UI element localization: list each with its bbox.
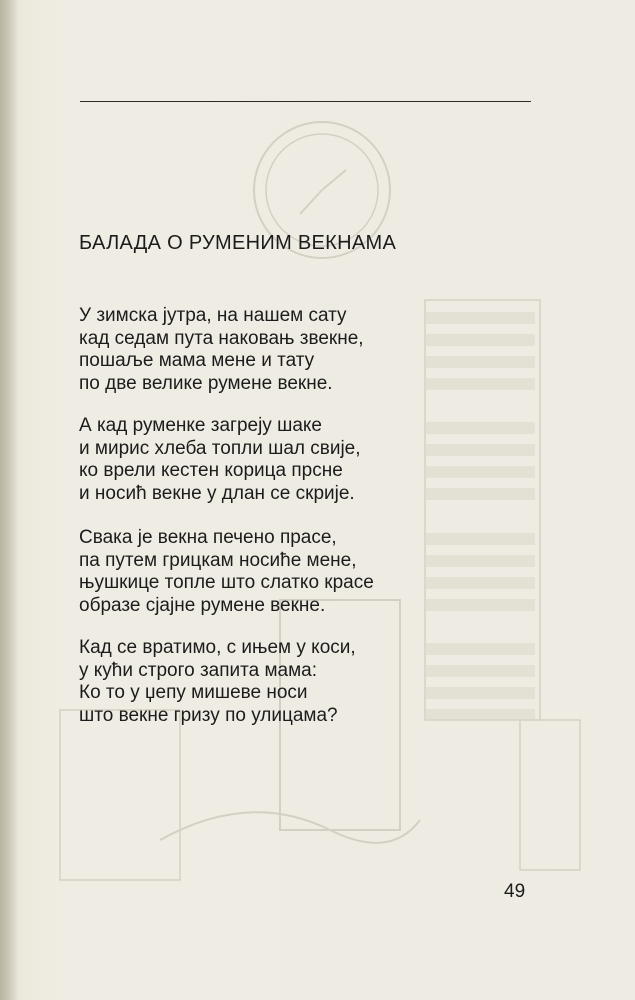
- verse-line: па путем грицкам носиће мене,: [79, 549, 357, 571]
- page-number: 49: [504, 881, 526, 902]
- stanza-1: [79, 305, 364, 395]
- verse-line: што векне гризу по улицама?: [79, 704, 338, 726]
- verse-line: кад седам пута наковањ звекне,: [79, 327, 364, 349]
- verse-line: ко врели кестен корица прсне: [79, 460, 343, 482]
- stanza-4: [79, 637, 356, 727]
- top-rule: [80, 101, 531, 102]
- stanza-2: [79, 415, 361, 505]
- verse-line: и носић векне у длан се скрије.: [79, 482, 355, 504]
- verse-line: пошаље мама мене и тату: [79, 350, 315, 372]
- verse-line: и мирис хлеба топли шал свије,: [79, 437, 361, 459]
- verse-line: У зимска јутра, на нашем сату: [79, 305, 347, 326]
- verse-line: Ко то у џепу мишеве носи: [79, 682, 308, 704]
- poem-title: БАЛАДА О РУМЕНИМ ВЕКНАМА: [79, 232, 397, 254]
- verse-line: А кад руменке загреју шаке: [79, 415, 322, 436]
- verse-line: по две велике румене векне.: [79, 372, 333, 394]
- verse-line: Кад се вратимо, с ињем у коси,: [79, 637, 356, 658]
- verse-line: у кући строго запита мама:: [79, 659, 318, 681]
- spine-shadow: [0, 0, 18, 1000]
- verse-line: њушкице топле што слатко красе: [79, 572, 374, 594]
- verse-line: Свака је векна печено прасе,: [79, 527, 337, 548]
- stanza-3: [79, 527, 374, 617]
- verse-line: образе сјајне румене векне.: [79, 594, 326, 616]
